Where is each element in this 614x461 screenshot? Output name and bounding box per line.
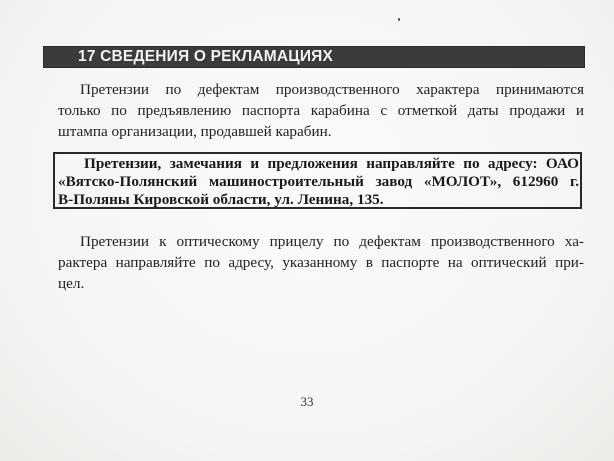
address-paragraph [58, 155, 579, 209]
claims-paragraph [58, 79, 584, 142]
paragraph-line: рактера направляйте по адресу, указанному в паспорте на оптический при- [58, 254, 584, 271]
section-header-bar [44, 47, 584, 67]
paragraph-line: Претензии к оптическому прицелу по дефектам производственного ха- [80, 233, 584, 250]
address-line: Претензии, замечания и предложения направляйте по адресу: ОАО [84, 155, 579, 172]
paragraph-line: цел. [58, 275, 85, 292]
section-title: 17 СВЕДЕНИЯ О РЕКЛАМАЦИЯХ [78, 48, 334, 65]
page-number: 33 [300, 394, 314, 409]
paragraph-line: Претензии по дефектам производственного характера принимаются [80, 81, 584, 98]
address-line: «Вятско-Полянский машиностроительный завод «МОЛОТ», 612960 г. [58, 173, 579, 190]
address-line: В-Поляны Кировской области, ул. Ленина, 135. [58, 191, 384, 208]
address-box [53, 152, 582, 209]
print-speck [398, 18, 400, 21]
optical-sight-paragraph [58, 231, 584, 294]
paragraph-line: штампа организации, продавшей карабин. [58, 123, 332, 140]
paragraph-line: только по предъявлению паспорта карабина с отметкой даты продажи и [58, 102, 584, 119]
